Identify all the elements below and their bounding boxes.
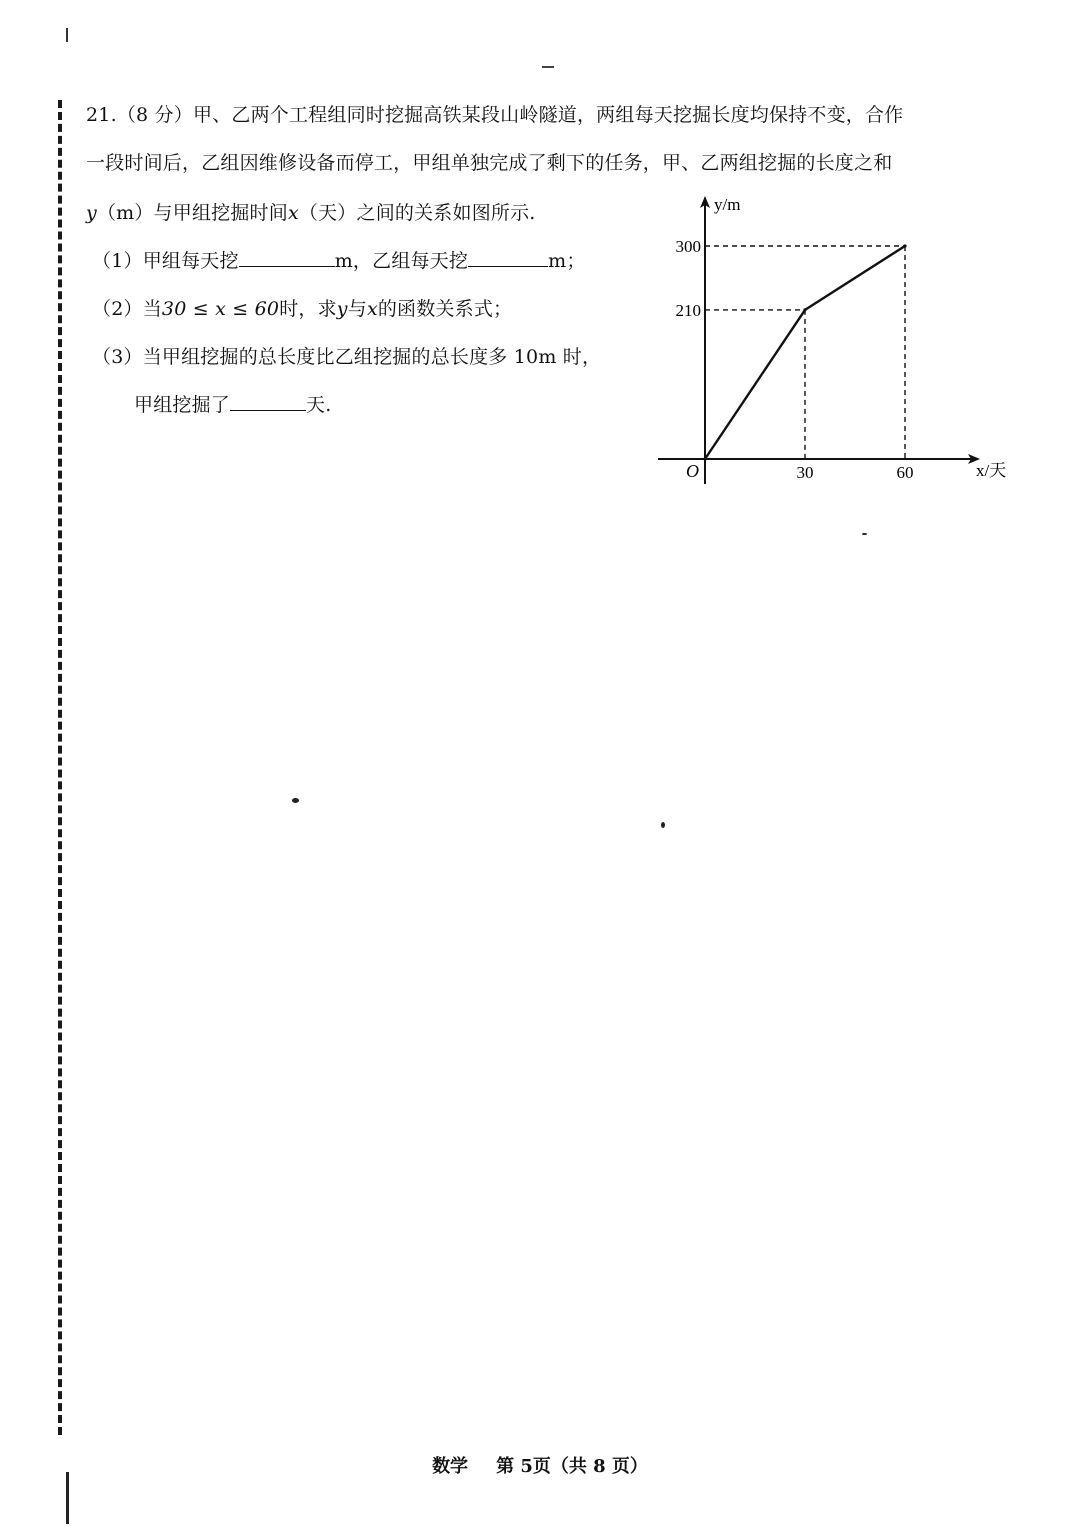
answer-blank[interactable] [468, 248, 548, 267]
part-label: （1） [92, 250, 143, 272]
data-point [803, 308, 806, 311]
y-axis-label: y/m [714, 195, 741, 214]
part-label: （3） [92, 346, 143, 368]
variable-y: y [86, 202, 97, 224]
question-stem-line-1 [86, 100, 903, 127]
margin-mark [66, 1472, 69, 1524]
part-text: 甲组挖掘了 [134, 394, 231, 416]
part-text: m，乙组每天挖 [334, 250, 469, 272]
part-text: 当甲组挖掘的总长度比乙组挖掘的总长度多 10m 时， [142, 346, 602, 368]
page-footer [0, 1452, 1080, 1478]
question-number: 21. [86, 104, 117, 126]
question-score: （8 分） [116, 104, 193, 126]
margin-mark [66, 28, 68, 42]
part-text: 时，求 [279, 298, 337, 320]
question-stem-line-2 [86, 148, 892, 175]
part-text: 与 [347, 298, 367, 320]
x-tick-label: 60 [896, 463, 914, 482]
part-text: m； [548, 250, 586, 272]
tick-labels [676, 237, 914, 482]
binding-dashed-line [58, 100, 62, 1435]
part-label: （2） [92, 298, 143, 320]
y-tick-label: 210 [675, 300, 701, 320]
scan-speck [542, 66, 554, 68]
scan-speck [292, 798, 299, 803]
stem-text: （m）与甲组挖掘时间 [96, 202, 288, 224]
y-tick-label: 300 [675, 237, 701, 256]
stem-text: （天）之间的关系如图所示. [298, 202, 536, 224]
data-point [703, 457, 706, 460]
origin-label: O [686, 461, 699, 481]
answer-blank[interactable] [239, 248, 335, 267]
stem-text: 甲、乙两个工程组同时挖掘高铁某段山岭隧道，两组每天挖掘长度均保持不变，合作 [192, 104, 904, 126]
condition-inequality: 30 ≤ x ≤ 60 [161, 298, 280, 320]
part-text: 当 [142, 298, 162, 320]
stem-text: 一段时间后，乙组因维修设备而停工，甲组单独完成了剩下的任务，甲、乙两组挖掘的长度之和 [86, 152, 893, 174]
part-text: 天. [306, 394, 332, 416]
x-tick-label: 30 [796, 463, 814, 482]
question-stem-line-3 [86, 198, 536, 225]
part-3 [92, 342, 601, 369]
answer-blank[interactable] [230, 392, 306, 411]
part-text: 甲组每天挖 [142, 250, 239, 272]
series-segment [805, 246, 905, 310]
variable-x: x [366, 298, 378, 320]
variable-x: x [287, 202, 299, 224]
part-text: 的函数关系式； [377, 298, 513, 320]
data-point [903, 244, 906, 247]
function-graph [650, 186, 1020, 496]
graph-svg [650, 186, 1020, 496]
footer-page-number: 第 5页（共 8 页） [496, 1456, 648, 1477]
guide-lines [705, 246, 905, 459]
series-segment [705, 310, 805, 459]
footer-subject: 数学 [432, 1456, 469, 1477]
part-3-continued [134, 390, 331, 417]
x-axis-label: x/天 [976, 461, 1007, 480]
scan-speck [661, 822, 665, 828]
part-1 [92, 246, 586, 273]
part-2 [92, 294, 512, 321]
scan-speck [862, 533, 867, 535]
variable-y: y [336, 298, 348, 320]
